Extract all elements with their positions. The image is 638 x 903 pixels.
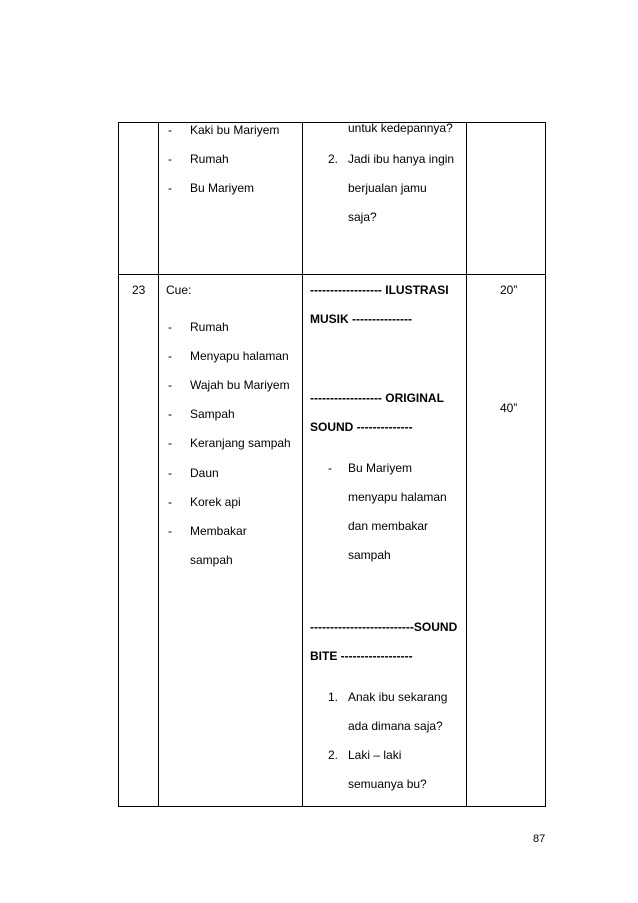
- col-border-right: [545, 122, 546, 807]
- audio-text: sampah: [348, 548, 391, 562]
- col-border-2: [302, 122, 303, 807]
- list-dash: -: [168, 123, 172, 137]
- list-dash: -: [168, 378, 172, 392]
- audio-text: Bu Mariyem: [348, 461, 413, 475]
- list-dash: -: [168, 436, 172, 450]
- visual-item: Sampah: [190, 407, 235, 421]
- visual-item: Wajah bu Mariyem: [190, 378, 290, 392]
- audio-text: ada dimana saja?: [348, 719, 443, 733]
- row-divider: [118, 274, 546, 275]
- visual-item: Kaki bu Mariyem: [190, 123, 280, 137]
- visual-item: Bu Mariyem: [190, 181, 255, 195]
- list-dash: -: [168, 524, 172, 538]
- audio-text: dan membakar: [348, 519, 429, 533]
- audio-text: semuanya bu?: [348, 777, 427, 791]
- audio-cue-original-sound: SOUND --------------: [310, 420, 413, 434]
- list-dash: -: [168, 495, 172, 509]
- list-dash: -: [168, 181, 172, 195]
- audio-text: Laki – laki: [348, 748, 402, 762]
- audio-text: berjualan jamu: [348, 181, 427, 195]
- list-dash: -: [168, 349, 172, 363]
- list-dash: -: [168, 152, 172, 166]
- visual-item-continuation: sampah: [190, 553, 233, 567]
- audio-text: saja?: [348, 210, 377, 224]
- visual-item: Rumah: [190, 152, 229, 166]
- visual-item: Daun: [190, 466, 219, 480]
- page-number: 87: [533, 833, 546, 845]
- table-bottom-border: [118, 806, 546, 807]
- audio-cue-ilustrasi-musik: ------------------ ILUSTRASI: [310, 283, 449, 297]
- visual-item: Membakar: [190, 524, 247, 538]
- audio-text: Anak ibu sekarang: [348, 690, 448, 704]
- table-top-border: [118, 122, 546, 123]
- list-dash: -: [168, 466, 172, 480]
- audio-cue-sound-bite: --------------------------SOUND: [310, 620, 458, 634]
- audio-cue-original-sound: ------------------ ORIGINAL: [310, 391, 444, 405]
- audio-text: untuk kedepannya?: [348, 121, 453, 135]
- list-dash: -: [168, 320, 172, 334]
- audio-cue-ilustrasi-musik: MUSIK ---------------: [310, 312, 412, 326]
- visual-item: Korek api: [190, 495, 241, 509]
- list-dash: -: [168, 407, 172, 421]
- audio-text: menyapu halaman: [348, 490, 447, 504]
- visual-item: Rumah: [190, 320, 229, 334]
- duration: 20”: [500, 283, 518, 297]
- visual-item: Keranjang sampah: [190, 436, 291, 450]
- cue-label: Cue:: [166, 283, 192, 297]
- audio-list-number: 2.: [328, 152, 339, 166]
- col-border-3: [466, 122, 467, 807]
- list-dash: -: [328, 461, 332, 475]
- col-border-left: [118, 122, 119, 807]
- visual-item: Menyapu halaman: [190, 349, 289, 363]
- row-number: 23: [132, 283, 146, 297]
- script-table: [118, 122, 546, 807]
- audio-text: Jadi ibu hanya ingin: [348, 152, 455, 166]
- audio-list-number: 2.: [328, 748, 339, 762]
- audio-cue-sound-bite: BITE ------------------: [310, 649, 413, 663]
- audio-list-number: 1.: [328, 690, 339, 704]
- duration: 40”: [500, 401, 518, 415]
- col-border-1: [158, 122, 159, 807]
